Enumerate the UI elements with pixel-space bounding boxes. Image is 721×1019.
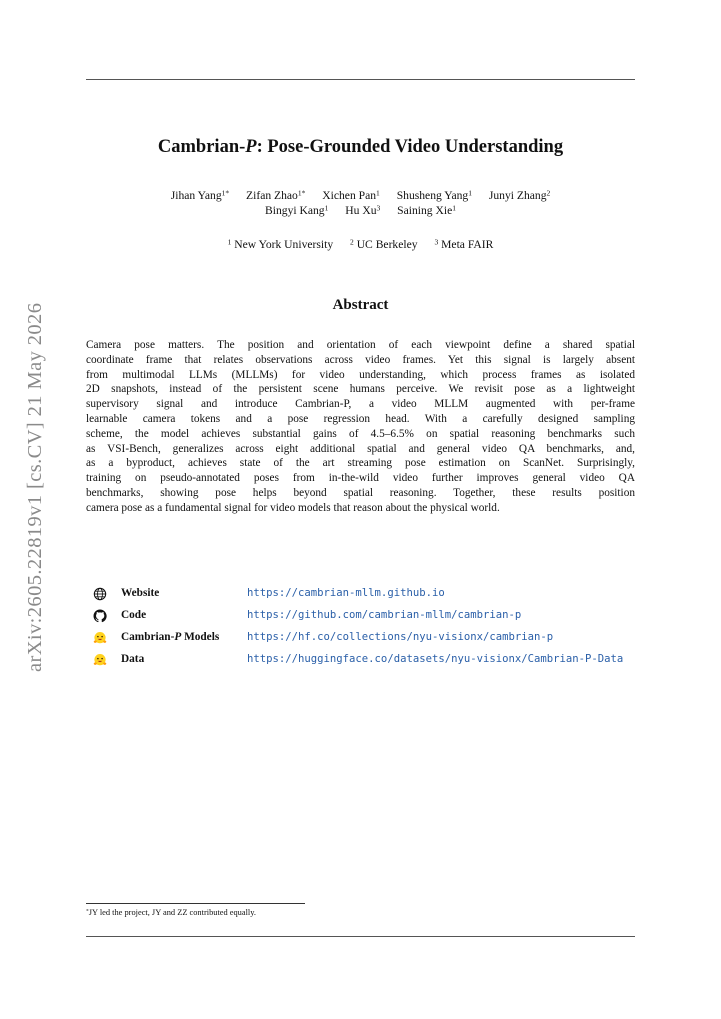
affiliation-list (86, 237, 635, 252)
footnote (86, 907, 256, 918)
paper-title (86, 136, 635, 158)
link-url-models[interactable]: https://hf.co/collections/nyu-visionx/cambrian-p (247, 631, 554, 643)
footnote-rule (86, 903, 305, 904)
title-part1: Cambrian- (157, 137, 246, 157)
footnote-mark: * (86, 908, 89, 915)
link-url-code[interactable]: https://github.com/cambrian-mllm/cambrian-p (247, 609, 522, 621)
globe-icon (93, 587, 107, 601)
abstract-line: camera pose as a fundamental signal for video models that reason about the physical world. (86, 501, 500, 514)
link-row-data (93, 651, 693, 673)
abstract-line: coordinate frame that relates observations across video frames. Yet this signal is largely absent (86, 353, 635, 366)
link-label-website: Website (121, 587, 160, 599)
author-line-1 (86, 188, 635, 203)
abstract-line: training on pseudo-annotated poses from in-the-wild video further improves general video QA (86, 472, 635, 485)
abstract-heading: Abstract (332, 297, 389, 313)
author: Zifan Zhao$^{1*}$ (246, 188, 306, 202)
abstract-line: as a byproduct, achieves state of the art streaming pose estimation on ScanNet. Surprisingly, (86, 457, 635, 470)
affiliation: $^1$ New York University (227, 237, 334, 251)
author: Saining Xie$^1$ (397, 203, 456, 217)
abstract-line: learnable camera tokens and a pose regression head. With a carefully designed sampling (86, 412, 635, 425)
abstract-body (86, 338, 635, 516)
link-row-code (93, 607, 693, 629)
link-url-website[interactable]: https://cambrian-mllm.github.io (247, 587, 445, 599)
author: Xichen Pan$^1$ (322, 188, 380, 202)
link-row-models (93, 629, 693, 651)
link-label-data: Data (121, 653, 145, 665)
link-label-models: Cambrian-P Models (121, 631, 220, 643)
author: Junyi Zhang$^2$ (488, 188, 551, 202)
author: Hu Xu$^3$ (345, 203, 381, 217)
link-row-website (93, 585, 693, 607)
author-list (86, 188, 635, 218)
abstract-line: as VSI-Bench, generalizes across eight additional spatial and general video QA benchmarks, and, (86, 442, 635, 455)
arxiv-identifier: arXiv:2605.22819v1 [cs.CV] 21 May 2026 (24, 302, 46, 672)
top-rule (86, 79, 635, 80)
abstract-line: supervisory signal and introduce Cambrian-P, a video MLLM augmented with per-frame (86, 398, 635, 411)
author-line-2 (86, 203, 635, 218)
author: Bingyi Kang$^1$ (265, 203, 329, 217)
huggingface-icon (93, 631, 107, 645)
affiliation: $^2$ UC Berkeley (350, 237, 418, 251)
resource-links (93, 585, 693, 673)
abstract-line: from multimodal LLMs (MLLMs) for video understanding, which process frames as isolated (86, 368, 635, 381)
author: Jihan Yang$^{1*}$ (170, 188, 230, 202)
footnote-text: JY led the project, JY and ZZ contributed equally. (88, 908, 256, 917)
link-label-code: Code (121, 609, 147, 621)
affiliation: $^3$ Meta FAIR (434, 237, 494, 251)
author: Shusheng Yang$^1$ (396, 188, 472, 202)
github-icon (93, 609, 107, 623)
abstract-line: Camera pose matters. The position and orientation of each viewpoint define a shared spatial (86, 339, 635, 351)
title-part2: P (245, 137, 257, 157)
abstract-line: benchmarks, showing pose helps beyond spatial reasoning. Together, these results position (86, 486, 635, 499)
link-url-data[interactable]: https://huggingface.co/datasets/nyu-visionx/Cambrian-P-Data (247, 653, 624, 665)
abstract-line: scheme, the model achieves substantial gains of 4.5–6.5% on spatial reasoning benchmarks such (86, 427, 635, 440)
abstract-line: 2D snapshots, instead of the persistent scene humans perceive. We revisit pose as a lightweight (86, 383, 635, 396)
title-part3: : Pose-Grounded Video Understanding (256, 137, 564, 157)
bottom-rule (86, 936, 635, 937)
huggingface-icon (93, 653, 107, 667)
